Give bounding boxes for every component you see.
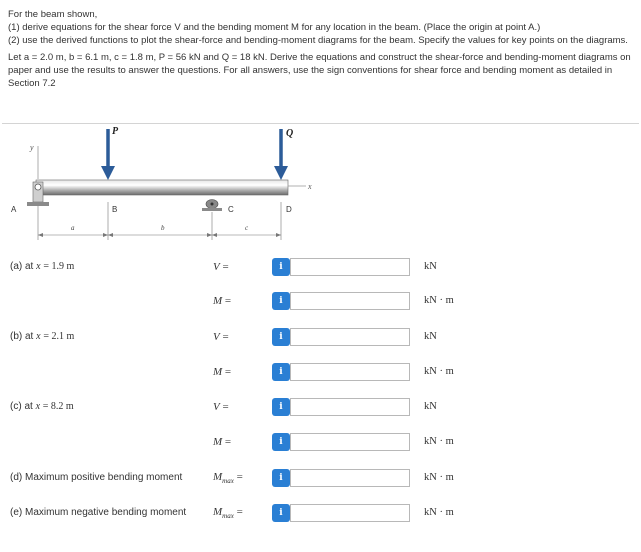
question-c-label: (c) at x = 8.2 m bbox=[10, 401, 74, 412]
problem-statement bbox=[8, 8, 636, 90]
x-axis-label: x bbox=[308, 182, 312, 191]
point-c-label: C bbox=[228, 205, 234, 214]
load-q-label: Q bbox=[286, 128, 294, 139]
info-icon[interactable]: i bbox=[272, 469, 290, 487]
load-p-label: P bbox=[112, 126, 119, 137]
answer-input-c-shear[interactable] bbox=[290, 398, 410, 416]
info-icon[interactable]: i bbox=[272, 504, 290, 522]
question-e-label: (e) Maximum negative bending moment bbox=[10, 507, 187, 518]
info-icon[interactable]: i bbox=[272, 398, 290, 416]
var-m-c: M = bbox=[213, 436, 232, 448]
intro-line-2: (1) derive equations for the shear force V and the bending moment M for any location in the beam. (Place the origin at point A.) bbox=[8, 22, 541, 33]
question-b-label: (b) at x = 2.1 m bbox=[10, 331, 75, 342]
unit-b-shear: kN bbox=[424, 331, 437, 342]
unit-b-moment: kN · m bbox=[424, 366, 454, 377]
intro-line-1: For the beam shown, bbox=[8, 9, 98, 20]
dim-a-label: a bbox=[71, 224, 75, 232]
beam-body bbox=[36, 180, 288, 195]
point-b-label: B bbox=[112, 205, 118, 214]
givens: Let a = 2.0 m, b = 6.1 m, c = 1.8 m, P = 56 kN and Q = 18 kN. bbox=[8, 52, 268, 63]
dimension-lines bbox=[38, 202, 281, 240]
answer-input-a-shear[interactable] bbox=[290, 258, 410, 276]
unit-a-moment: kN · m bbox=[424, 295, 454, 306]
info-icon[interactable]: i bbox=[272, 328, 290, 346]
var-v-a: V = bbox=[213, 261, 229, 273]
roller-support-c bbox=[202, 200, 222, 212]
var-v-b: V = bbox=[213, 331, 229, 343]
info-icon[interactable]: i bbox=[272, 292, 290, 310]
intro-givens-paragraph bbox=[8, 51, 636, 90]
answer-input-b-shear[interactable] bbox=[290, 328, 410, 346]
var-m-a: M = bbox=[213, 295, 232, 307]
var-mmax-e: $M_{max}$ = bbox=[213, 506, 243, 521]
info-icon[interactable]: i bbox=[272, 258, 290, 276]
instructions: Derive the equations and construct the shear-force and bending-moment diagrams on paper and use the results to answer the questions. For all answers, use the sign conventions for shear force and bending moment as detailed in Section 7.2 bbox=[8, 52, 631, 89]
unit-a-shear: kN bbox=[424, 261, 437, 272]
unit-c-shear: kN bbox=[424, 401, 437, 412]
unit-c-moment: kN · m bbox=[424, 436, 454, 447]
dim-c-label: c bbox=[245, 224, 249, 232]
var-mmax-d: $M_{max}$ = bbox=[213, 471, 243, 486]
y-axis-label: y bbox=[30, 143, 34, 152]
question-d-label: (d) Maximum positive bending moment bbox=[10, 472, 183, 483]
answer-input-a-moment[interactable] bbox=[290, 292, 410, 310]
var-m-b: M = bbox=[213, 366, 232, 378]
answer-input-d-max-positive-moment[interactable] bbox=[290, 469, 410, 487]
unit-e-moment: kN · m bbox=[424, 507, 454, 518]
answer-input-e-max-negative-moment[interactable] bbox=[290, 504, 410, 522]
unit-d-moment: kN · m bbox=[424, 472, 454, 483]
question-a-label: (a) at x = 1.9 m bbox=[10, 261, 75, 272]
var-v-c: V = bbox=[213, 401, 229, 413]
answer-input-c-moment[interactable] bbox=[290, 433, 410, 451]
intro-line-3: (2) use the derived functions to plot the shear-force and bending-moment diagrams for the beam. Specify the values for key points on the diagrams. bbox=[8, 35, 628, 46]
info-icon[interactable]: i bbox=[272, 433, 290, 451]
info-icon[interactable]: i bbox=[272, 363, 290, 381]
beam-diagram bbox=[0, 124, 330, 242]
point-d-label: D bbox=[286, 205, 292, 214]
point-a-label: A bbox=[11, 205, 17, 214]
dim-b-label: b bbox=[161, 224, 165, 232]
answer-input-b-moment[interactable] bbox=[290, 363, 410, 381]
